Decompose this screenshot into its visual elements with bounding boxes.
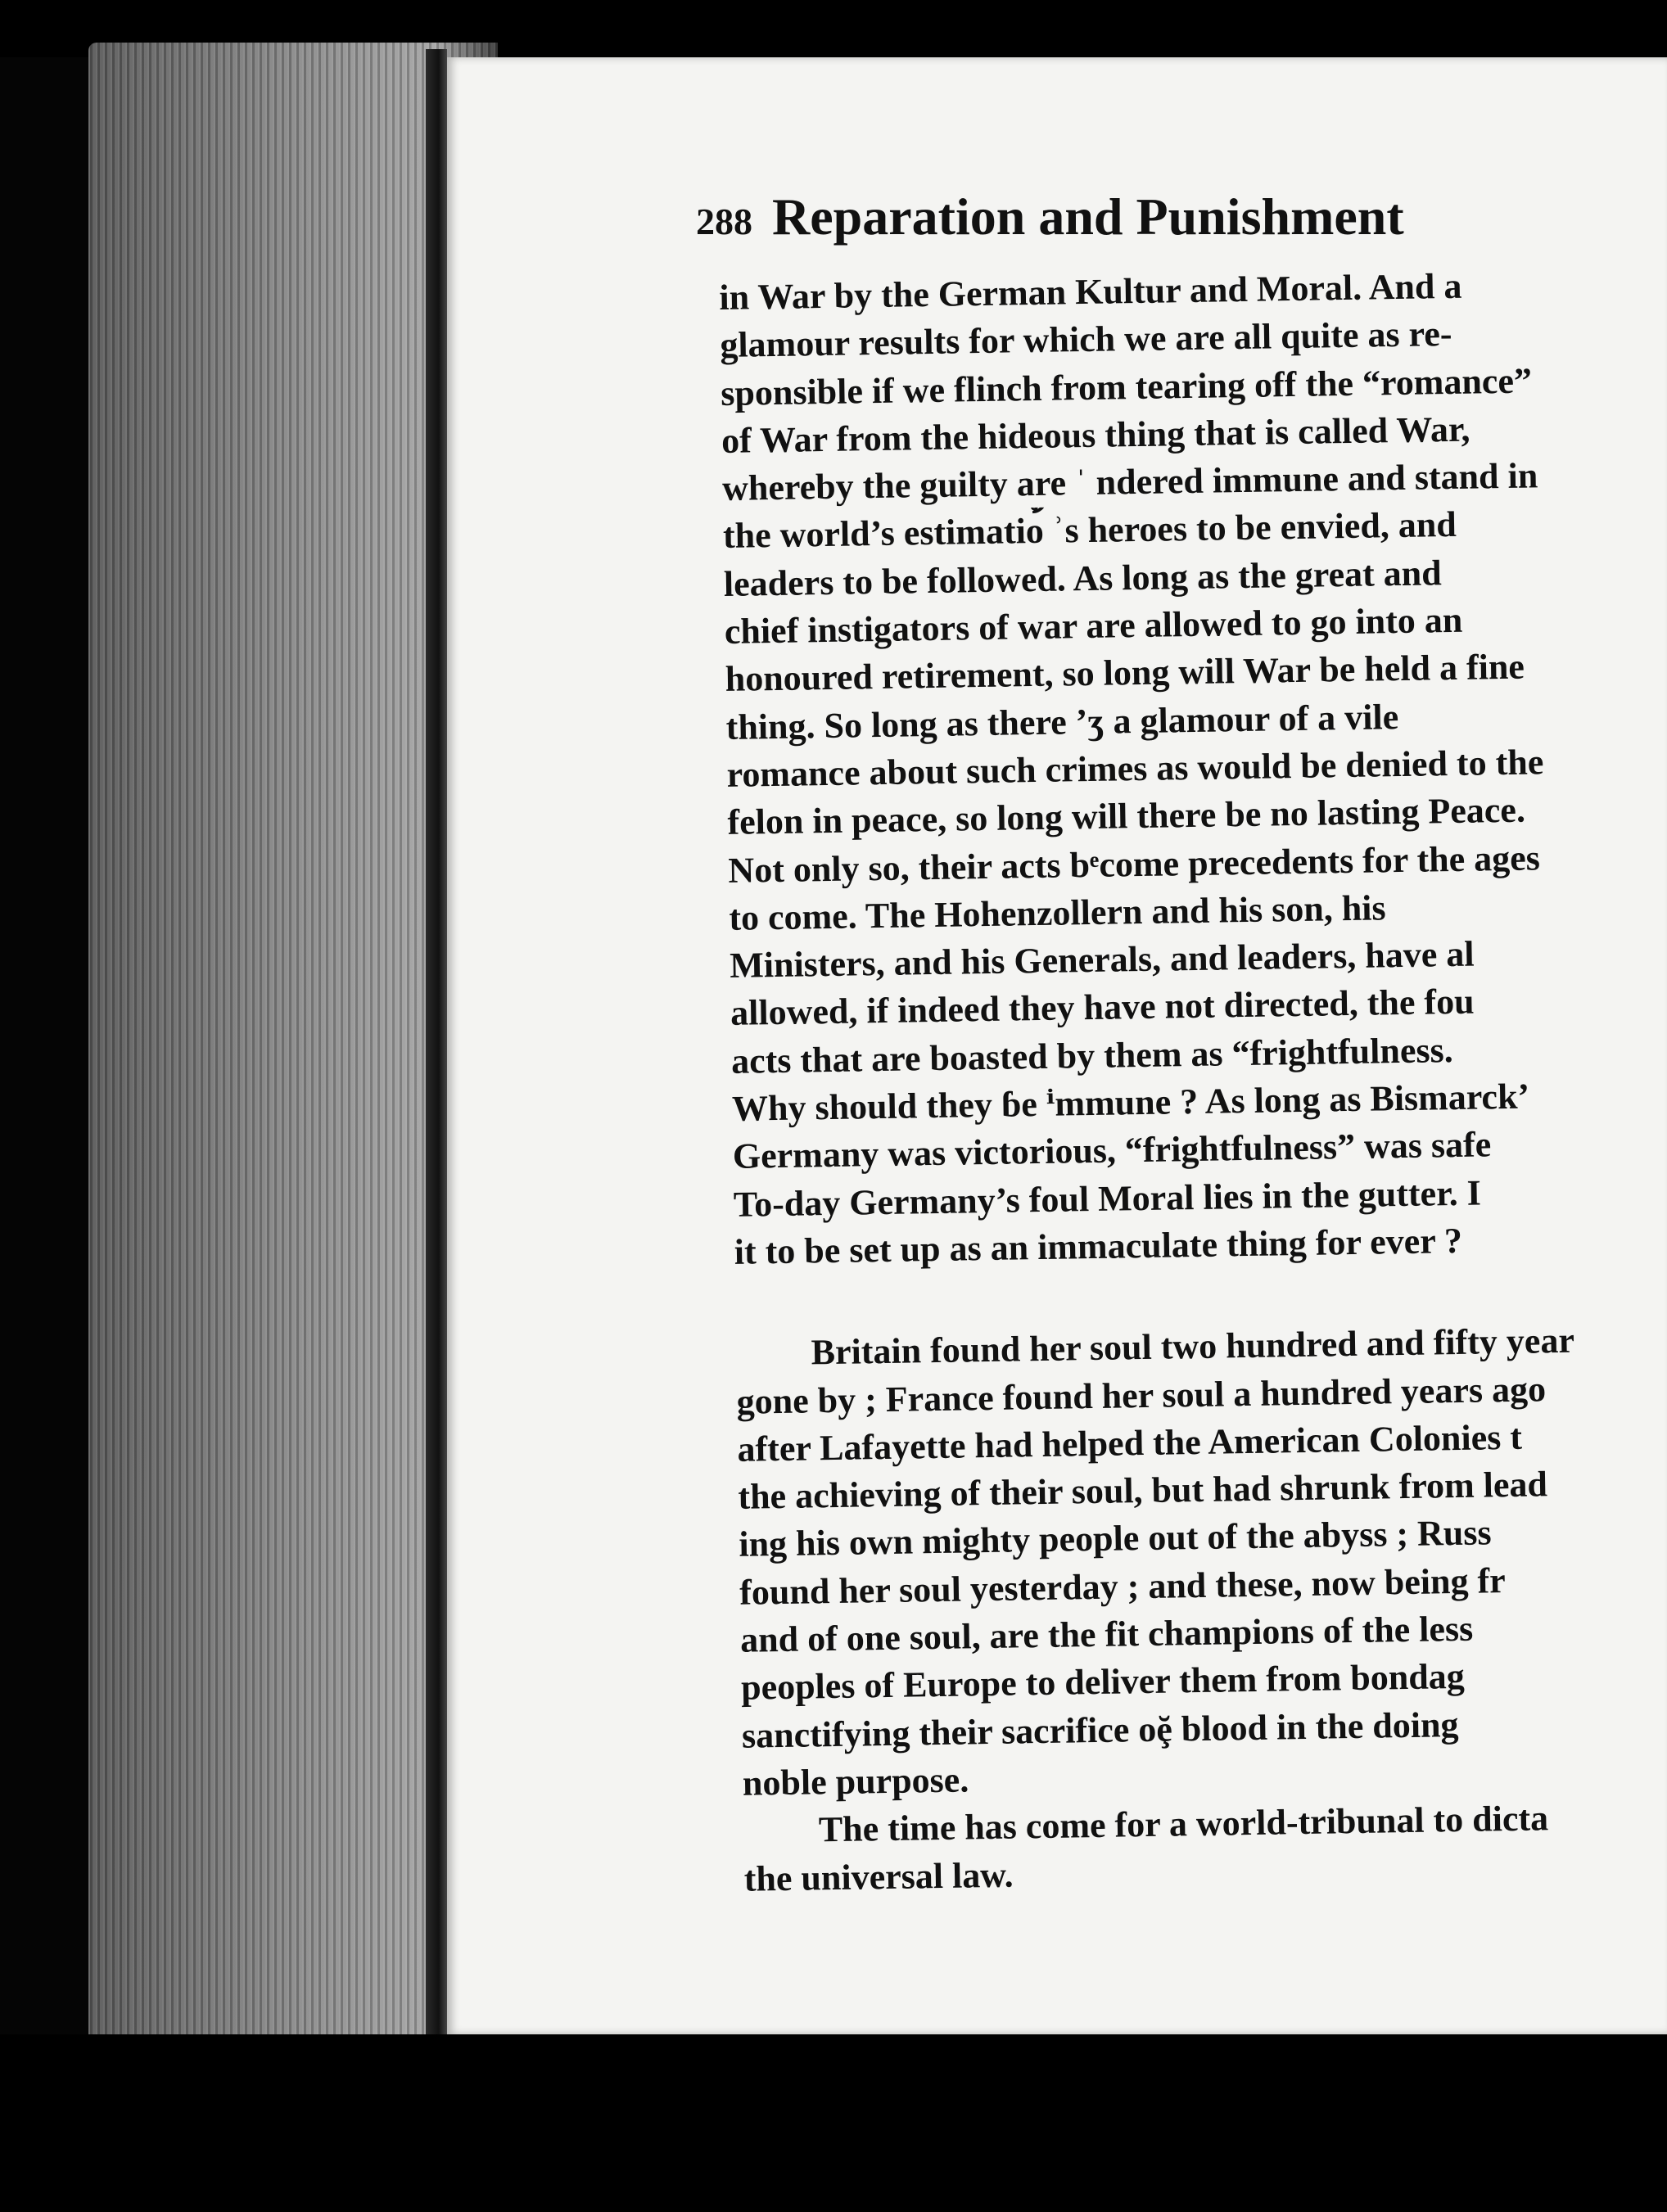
text-line: the universal law.	[743, 1854, 1014, 1899]
running-title: Reparation and Punishment	[772, 187, 1404, 246]
running-header	[696, 187, 1404, 247]
text-line: Ministers, and his Generals, and leaders, have al	[729, 933, 1475, 986]
text-line: allowed, if indeed they have not directed, the fou	[730, 982, 1475, 1034]
text-line: thing. So long as there ʼʒ a glamour of a vile	[725, 696, 1399, 747]
text-line: to come. The Hohenzollern and his son, his	[728, 887, 1386, 938]
text-line: sanctifying their sacrifice oḝ blood in the doing	[741, 1704, 1459, 1756]
text-line: Britain found her soul two hundred and fifty year	[811, 1320, 1575, 1373]
text-line: noble purpose.	[742, 1759, 969, 1803]
text-line: acts that are boasted by them as “frightfulness.	[730, 1029, 1453, 1081]
text-line: The time has come for a world-tribunal to dicta	[818, 1798, 1549, 1850]
scan-border-bottom	[0, 2034, 1667, 2212]
page-number: 288	[696, 201, 752, 242]
text-line: leaders to be followed. As long as the great and	[723, 552, 1442, 604]
text-line: To-day Germany’s foul Moral lies in the gutter. I	[733, 1172, 1482, 1225]
text-line: the achieving of their soul, but had shrunk from lead	[738, 1464, 1548, 1517]
text-line: after Lafayette had helped the American Colonies t	[737, 1416, 1523, 1469]
text-line: chief instigators of war are allowed to go into an	[724, 599, 1463, 652]
text-line: ing his own mighty people out of the abyss ; Russ	[738, 1512, 1492, 1565]
text-line: Why should they ɓe ⁱmmune ? As long as Bismarck’	[731, 1076, 1530, 1129]
text-line: found her soul yesterday ; and these, now being fr	[739, 1560, 1507, 1613]
body-text	[719, 259, 1667, 1903]
text-line: honoured retirement, so long will War be held a fine	[725, 646, 1525, 700]
text-line: whereby the guilty are ˈ ndered immune and stand in	[721, 455, 1538, 509]
text-line: sponsible if we flinch from tearing off the “romance”	[720, 360, 1533, 413]
text-line: peoples of Europe to deliver them from bondag	[740, 1656, 1466, 1709]
text-line: of War from the hideous thing that is called War,	[721, 409, 1470, 461]
text-line: the world’s estimatio้ ʾs heroes to be envied, and	[722, 504, 1457, 557]
text-line: in War by the German Kultur and Moral. And a	[719, 265, 1462, 318]
text-line: gone by ; France found her soul a hundred years ago	[736, 1368, 1547, 1422]
text-line: Not only so, their acts bᵉcome precedents for the ages	[728, 837, 1541, 891]
text-line: and of one soul, are the fit champions of the less	[739, 1608, 1474, 1660]
text-line: felon in peace, so long will there be no lasting Peace.	[727, 789, 1526, 843]
text-line: it to be set up as an immaculate thing for ever ?	[734, 1220, 1463, 1272]
text-line: glamour results for which we are all quite as re-	[719, 314, 1452, 366]
book-gutter	[426, 49, 447, 2047]
text-line: Germany was victorious, “frightfulness” was safe	[732, 1124, 1492, 1177]
text-line: romance about such crimes as would be denied to the	[726, 742, 1544, 795]
